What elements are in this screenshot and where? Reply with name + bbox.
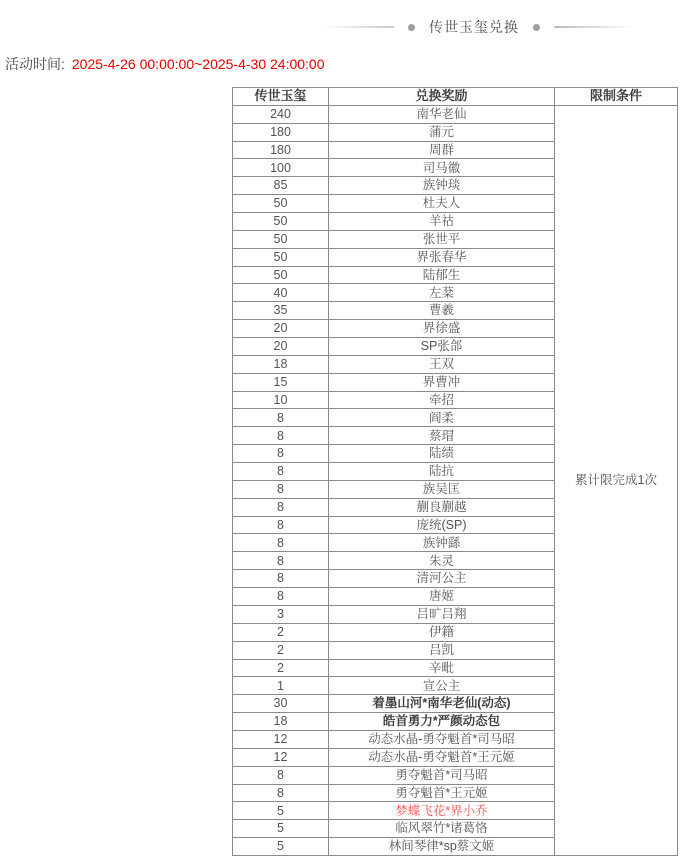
cost-cell: 8 bbox=[233, 552, 329, 570]
cost-cell: 12 bbox=[233, 748, 329, 766]
reward-cell: 皓首勇力*严颜动态包 bbox=[329, 713, 555, 731]
cost-cell: 18 bbox=[233, 713, 329, 731]
title-right-dot-icon bbox=[533, 24, 540, 31]
cost-cell: 50 bbox=[233, 230, 329, 248]
reward-cell: 朱灵 bbox=[329, 552, 555, 570]
reward-cell: 庞统(SP) bbox=[329, 516, 555, 534]
cost-cell: 3 bbox=[233, 605, 329, 623]
cost-cell: 240 bbox=[233, 105, 329, 123]
cost-cell: 8 bbox=[233, 445, 329, 463]
exchange-table-header bbox=[233, 88, 678, 106]
cost-cell: 18 bbox=[233, 355, 329, 373]
reward-cell: 南华老仙 bbox=[329, 105, 555, 123]
cost-cell: 8 bbox=[233, 498, 329, 516]
cost-cell: 50 bbox=[233, 195, 329, 213]
reward-cell: 勇夺魁首*王元姬 bbox=[329, 784, 555, 802]
cost-cell: 8 bbox=[233, 409, 329, 427]
reward-cell: 羊祜 bbox=[329, 213, 555, 231]
reward-cell: 吕凯 bbox=[329, 641, 555, 659]
cost-cell: 20 bbox=[233, 320, 329, 338]
cost-cell: 2 bbox=[233, 623, 329, 641]
reward-cell: 族钟琰 bbox=[329, 177, 555, 195]
page-title-decor bbox=[322, 18, 632, 36]
cost-cell: 35 bbox=[233, 302, 329, 320]
reward-cell: SP张郃 bbox=[329, 338, 555, 356]
col-header-restriction: 限制条件 bbox=[555, 88, 678, 106]
cost-cell: 8 bbox=[233, 766, 329, 784]
reward-cell: 蔡瑁 bbox=[329, 427, 555, 445]
reward-cell: 曹羲 bbox=[329, 302, 555, 320]
title-left-dot-icon bbox=[408, 24, 415, 31]
col-header-cost: 传世玉玺 bbox=[233, 88, 329, 106]
reward-cell: 陆抗 bbox=[329, 463, 555, 481]
reward-cell: 清河公主 bbox=[329, 570, 555, 588]
exchange-table bbox=[232, 87, 678, 856]
cost-cell: 5 bbox=[233, 802, 329, 820]
cost-cell: 8 bbox=[233, 588, 329, 606]
activity-time-label: 活动时间: bbox=[5, 56, 65, 72]
cost-cell: 180 bbox=[233, 141, 329, 159]
cost-cell: 8 bbox=[233, 480, 329, 498]
reward-cell: 陆绩 bbox=[329, 445, 555, 463]
table-row bbox=[233, 105, 678, 123]
reward-cell: 勇夺魁首*司马昭 bbox=[329, 766, 555, 784]
reward-cell: 宣公主 bbox=[329, 677, 555, 695]
reward-cell: 陆郁生 bbox=[329, 266, 555, 284]
reward-cell: 伊籍 bbox=[329, 623, 555, 641]
cost-cell: 8 bbox=[233, 516, 329, 534]
reward-cell: 唐姬 bbox=[329, 588, 555, 606]
reward-cell: 王双 bbox=[329, 355, 555, 373]
reward-cell: 杜夫人 bbox=[329, 195, 555, 213]
reward-cell: 界曹冲 bbox=[329, 373, 555, 391]
reward-cell: 张世平 bbox=[329, 230, 555, 248]
reward-cell: 吕旷吕翔 bbox=[329, 605, 555, 623]
cost-cell: 180 bbox=[233, 123, 329, 141]
cost-cell: 8 bbox=[233, 784, 329, 802]
reward-cell: 林间琴律*sp蔡文姬 bbox=[329, 838, 555, 856]
reward-cell: 蒯良蒯越 bbox=[329, 498, 555, 516]
reward-cell: 族吴匡 bbox=[329, 480, 555, 498]
reward-cell: 临风翠竹*诸葛恪 bbox=[329, 820, 555, 838]
restriction-cell: 累计限完成1次 bbox=[555, 105, 678, 855]
header-row bbox=[233, 88, 678, 106]
cost-cell: 8 bbox=[233, 463, 329, 481]
cost-cell: 1 bbox=[233, 677, 329, 695]
reward-cell: 左棻 bbox=[329, 284, 555, 302]
reward-cell: 司马徽 bbox=[329, 159, 555, 177]
cost-cell: 12 bbox=[233, 730, 329, 748]
cost-cell: 5 bbox=[233, 838, 329, 856]
title-left-line bbox=[322, 26, 394, 28]
reward-cell: 辛毗 bbox=[329, 659, 555, 677]
reward-cell: 阎柔 bbox=[329, 409, 555, 427]
cost-cell: 50 bbox=[233, 266, 329, 284]
title-right-line bbox=[554, 26, 632, 28]
reward-cell: 界徐盛 bbox=[329, 320, 555, 338]
reward-cell: 界张春华 bbox=[329, 248, 555, 266]
activity-time bbox=[5, 54, 325, 74]
reward-cell: 族钟繇 bbox=[329, 534, 555, 552]
cost-cell: 8 bbox=[233, 534, 329, 552]
cost-cell: 30 bbox=[233, 695, 329, 713]
cost-cell: 100 bbox=[233, 159, 329, 177]
cost-cell: 10 bbox=[233, 391, 329, 409]
cost-cell: 85 bbox=[233, 177, 329, 195]
cost-cell: 2 bbox=[233, 641, 329, 659]
cost-cell: 20 bbox=[233, 338, 329, 356]
cost-cell: 40 bbox=[233, 284, 329, 302]
cost-cell: 8 bbox=[233, 570, 329, 588]
cost-cell: 8 bbox=[233, 427, 329, 445]
reward-cell: 着墨山河*南华老仙(动态) bbox=[329, 695, 555, 713]
reward-cell: 动态水晶-勇夺魁首*王元姬 bbox=[329, 748, 555, 766]
cost-cell: 5 bbox=[233, 820, 329, 838]
activity-time-value: 2025-4-26 00:00:00~2025-4-30 24:00:00 bbox=[71, 56, 325, 72]
exchange-table-body bbox=[233, 105, 678, 855]
reward-cell: 周群 bbox=[329, 141, 555, 159]
cost-cell: 50 bbox=[233, 213, 329, 231]
reward-cell: 梦蝶飞花*界小乔 bbox=[329, 802, 555, 820]
reward-cell: 蒲元 bbox=[329, 123, 555, 141]
reward-cell: 动态水晶-勇夺魁首*司马昭 bbox=[329, 730, 555, 748]
col-header-reward: 兑换奖励 bbox=[329, 88, 555, 106]
page-title: 传世玉玺兑换 bbox=[429, 19, 519, 35]
cost-cell: 15 bbox=[233, 373, 329, 391]
cost-cell: 2 bbox=[233, 659, 329, 677]
reward-cell: 牵招 bbox=[329, 391, 555, 409]
cost-cell: 50 bbox=[233, 248, 329, 266]
